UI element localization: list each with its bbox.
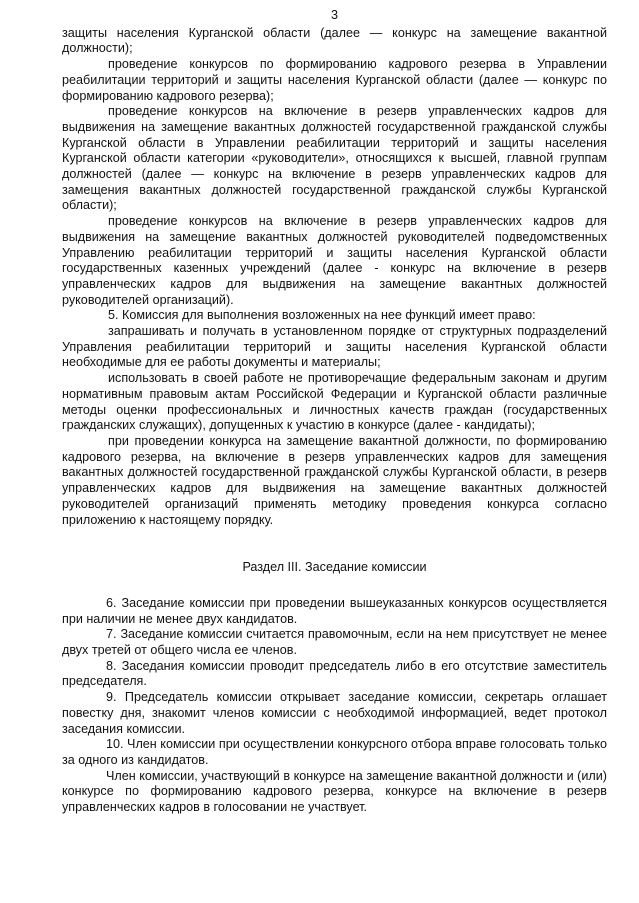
paragraph-item-5: 5. Комиссия для выполнения возложенных на нее функций имеет право: xyxy=(108,308,536,323)
paragraph-item-7: 7. Заседание комиссии считается правомочным, если на нем присутствует не менее двух третей от общего числа ее членов. xyxy=(62,627,607,658)
paragraph-continuation: защиты населения Курганской области (далее — конкурс на замещение вакантной должности); xyxy=(62,25,607,56)
paragraph-item-8: 8. Заседания комиссии проводит председатель либо в его отсутствие заместитель председателя. xyxy=(62,658,607,689)
paragraph-management-reserve-civil: проведение конкурсов на включение в резерв управленческих кадров для выдвижения на замещение вакантных должностей государственной гражданской службы Курганской области в Управлении реабилитации территорий и защиты населения Курганской области категории «руководители», относящихся к высшей, главной группам должностей (далее — конкурс на включение в резерв управленческих кадров для замещения вакантных должностей государственной гражданской службы Курганской области); xyxy=(62,104,607,213)
paragraph-reserve-competitions: проведение конкурсов по формированию кадрового резерва в Управлении реабилитации территорий и защиты населения Курганской области (далее — конкурс по формированию кадрового резерва); xyxy=(62,57,607,103)
page-number: 3 xyxy=(330,8,338,22)
paragraph-item-6: 6. Заседание комиссии при проведении вышеуказанных конкурсов осуществляется при наличии не менее двух кандидатов. xyxy=(62,595,607,626)
paragraph-request-documents: запрашивать и получать в установленном порядке от структурных подразделений Управления реабилитации территорий и защиты населения Курганской области необходимые для ее работы документы и материалы; xyxy=(62,324,607,370)
section-heading: Раздел III. Заседание комиссии xyxy=(242,560,427,575)
paragraph-assessment-methods: использовать в своей работе не противоречащие федеральным законам и другим нормативным правовым актам Российской Федерации и Курганской области различные методы оценки профессиональных и личностных качеств граждан (государственных гражданских служащих), допущенных к участию в конкурсе (далее - кандидаты); xyxy=(62,371,607,433)
paragraph-management-reserve-heads: проведение конкурсов на включение в резерв управленческих кадров для выдвижения на замещение вакантных должностей руководителей подведомственных Управлению реабилитации территорий и защиты населения Курганской области государственных казенных учреждений (далее - конкурс на включение в резерв управленческих кадров для выдвижения на замещение вакантных должностей руководителей организаций). xyxy=(62,214,607,307)
paragraph-voting-restriction: Член комиссии, участвующий в конкурсе на замещение вакантной должности и (или) конкурсе по формированию кадрового резерва, конкурсе на включение в резерв управленческих кадров в голосовании не участвует. xyxy=(62,768,607,815)
paragraph-item-10: 10. Член комиссии при осуществлении конкурсного отбора вправе голосовать только за одного из кандидатов. xyxy=(62,737,607,767)
document-page xyxy=(62,8,607,816)
paragraph-apply-methodology: при проведении конкурса на замещение вакантной должности, по формированию кадрового резерва, на включение в резерв управленческих кадров для замещения вакантных должностей государственной гражданской службы Курганской области, в резерв управленческих кадров для выдвижения на замещение вакантных должностей руководителей организаций применять методику проведения конкурса согласно приложению к настоящему порядку. xyxy=(62,433,607,527)
paragraph-item-9: 9. Председатель комиссии открывает заседание комиссии, секретарь оглашает повестку дня, знакомит членов комиссии с необходимой информацией, ведет протокол заседания комиссии. xyxy=(62,690,607,736)
